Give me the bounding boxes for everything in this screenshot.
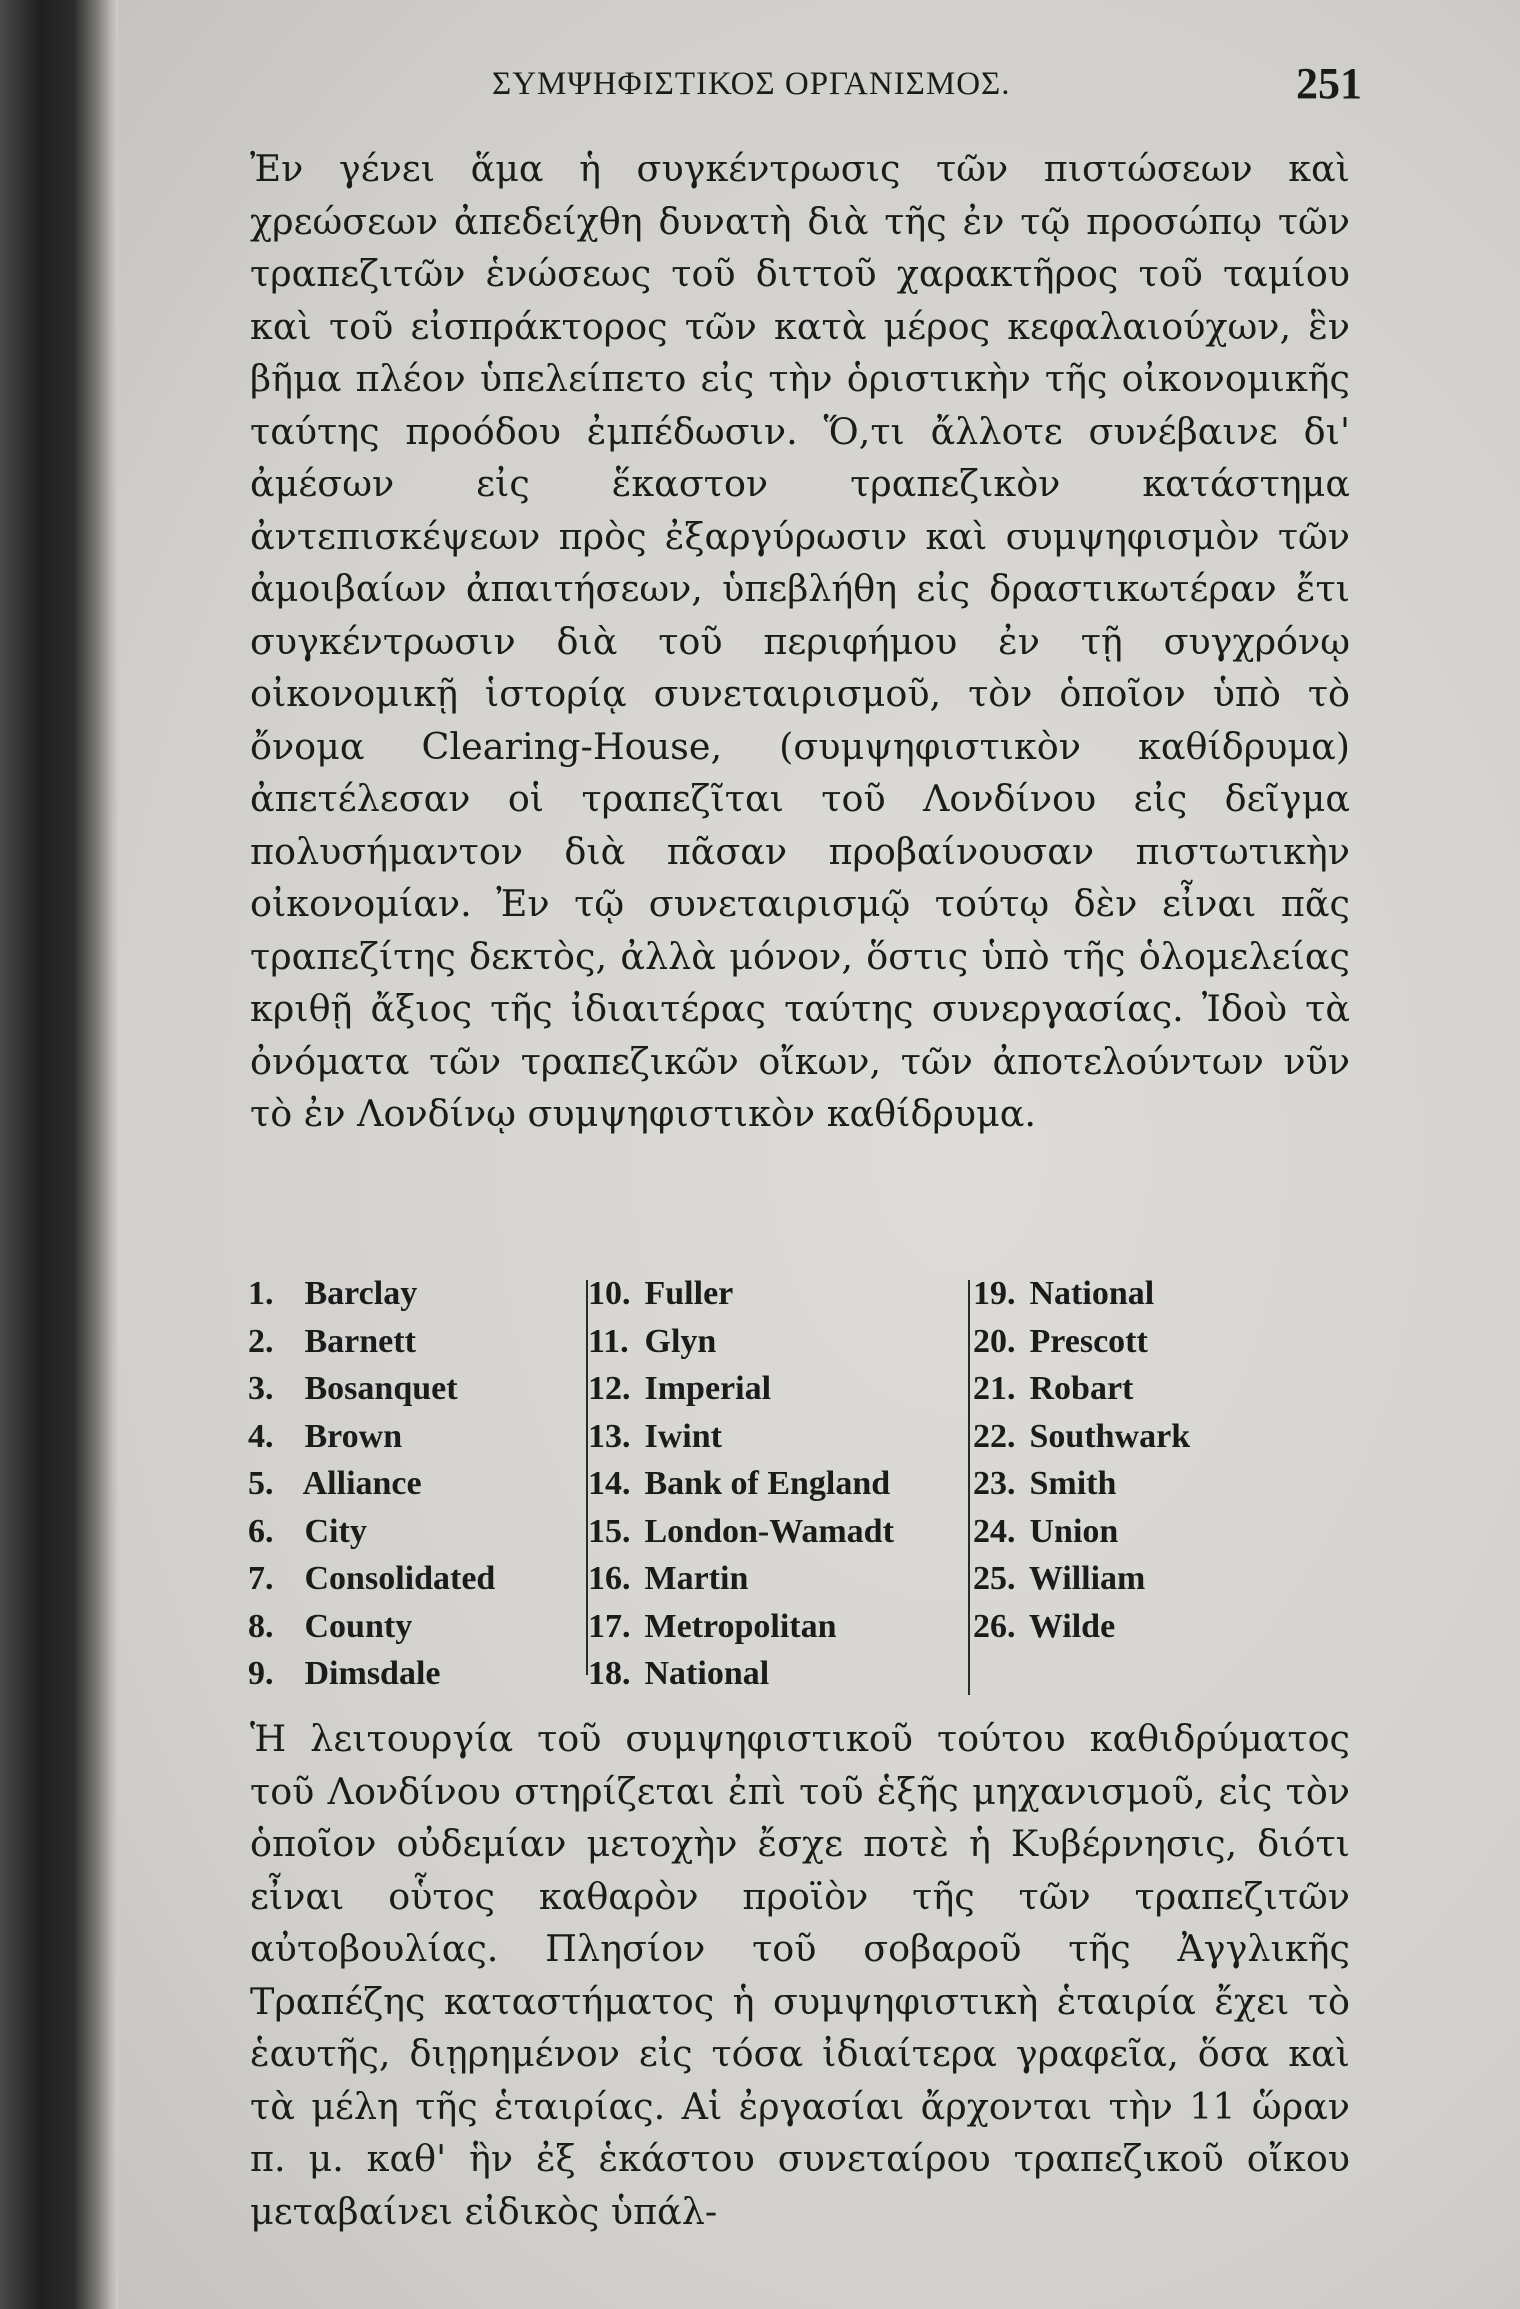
column-divider [968,1280,970,1695]
page-header [492,58,1362,118]
bank-number: 10. [588,1275,631,1312]
bank-item [973,1603,1190,1651]
bank-item [248,1318,495,1366]
bank-name: Bank of England [644,1465,891,1502]
bank-number: 19. [973,1275,1016,1312]
bank-name: Metropolitan [644,1607,837,1645]
bank-name: Brown [304,1417,403,1455]
bank-name: Smith [1029,1465,1117,1502]
bank-number: 15. [588,1512,631,1550]
paragraph-1: Ἐν γένει ἅμα ἡ συγκέντρωσις τῶν πιστώσεων καὶ χρεώσεων ἀπεδείχθη δυνατὴ διὰ τῆς ἐν τῷ προσώπῳ τῶν τραπεζιτῶν ἑνώσεως τοῦ διττοῦ χαρακτῆρος τοῦ ταμίου καὶ τοῦ εἰσπράκτορος τῶν κατὰ μέρος κεφαλαιούχων, ἓν βῆμα πλέον ὑπελείπετο εἰς τὴν ὁριστικὴν τῆς οἰκονομικῆς ταύτης προόδου ἐμπέδωσιν. Ὅ,τι ἄλλοτε συνέβαινε δι' ἀμέσων εἰς ἕκαστον τραπεζικὸν κατάστημα ἀντεπισκέψεων πρὸς ἐξαργύρωσιν καὶ συμψηφισμὸν τῶν ἀμοιβαίων ἀπαιτήσεων, ὑπεβλήθη εἰς δραστικωτέραν ἔτι συγκέντρωσιν διὰ τοῦ περιφήμου ἐν τῇ συγχρόνῳ οἰκονομικῇ ἱστορίᾳ συνεταιρισμοῦ, τὸν ὁποῖον ὑπὸ τὸ ὄνομα Clearing-House, (συμψηφιστικὸν καθίδρυμα) ἀπετέλεσαν οἱ τραπεζῖται τοῦ Λονδίνου εἰς δεῖγμα πολυσήμαντον διὰ πᾶσαν προβαίνουσαν πιστωτικὴν οἰκονομίαν. Ἐν τῷ συνεταιρισμῷ τούτῳ δὲν εἶναι πᾶς τραπεζίτης δεκτὸς, ἀλλὰ μόνον, ὅστις ὑπὸ τῆς ὁλομελείας κριθῇ ἄξιος τῆς ἰδιαιτέρας ταύτης συνεργασίας. Ἰδοὺ τὰ ὀνόματα τῶν τραπεζικῶν οἴκων, τῶν ἀποτελούντων νῦν τὸ ἐν Λονδίνῳ συμψηφιστικὸν καθίδρυμα. [250,147,1350,1135]
bank-item [588,1270,894,1318]
bank-item [973,1508,1190,1556]
bank-item [973,1413,1190,1461]
bank-item [973,1365,1190,1413]
bank-name: City [304,1512,367,1550]
bank-item [588,1555,894,1603]
bank-number: 12. [588,1370,631,1407]
bank-number: 23. [973,1465,1016,1502]
bank-item [973,1555,1190,1603]
bank-name: Glyn [644,1322,717,1360]
bank-item [248,1365,495,1413]
bank-item [588,1603,894,1651]
bank-name: Robart [1029,1370,1134,1407]
bank-item [248,1555,495,1603]
bank-number: 3. [248,1370,274,1407]
bank-name: London-Wamadt [644,1512,894,1550]
bank-name: William [1028,1560,1146,1597]
bank-number: 13. [588,1417,631,1455]
paragraph-2: Ἡ λειτουργία τοῦ συμψηφιστικοῦ τούτου καθιδρύματος τοῦ Λονδίνου στηρίζεται ἐπὶ τοῦ ἑξῆς μηχανισμοῦ, εἰς τὸν ὁποῖον οὐδεμίαν μετοχὴν ἔσχε ποτὲ ἡ Κυβέρνησις, διότι εἶναι οὗτος καθαρὸν προϊὸν τῆς τῶν τραπεζιτῶν αὐτοβουλίας. Πλησίον τοῦ σοβαροῦ τῆς Ἀγγλικῆς Τραπέζης καταστήματος ἡ συμψηφιστικὴ ἑταιρία ἔχει τὸ ἑαυτῆς, διῃρημένον εἰς τόσα ἰδιαίτερα γραφεῖα, ὅσα καὶ τὰ μέλη τῆς ἑταιρίας. Αἱ ἐργασίαι ἄρχονται τὴν 11 ὥραν π. μ. καθ' ἣν ἐξ ἑκάστου συνεταίρου τραπεζικοῦ οἴκου μεταβαίνει εἰδικὸς ὑπάλ- [250,1717,1350,2233]
bank-number: 14. [588,1465,631,1502]
bank-number: 18. [588,1655,631,1692]
bank-name: Barnett [304,1322,416,1360]
bank-name: Iwint [644,1417,722,1455]
bank-number: 21. [973,1370,1016,1407]
bank-number: 11. [588,1322,629,1360]
bank-item [588,1650,894,1698]
bank-item [588,1460,894,1508]
bank-item [973,1270,1190,1318]
bank-number: 22. [973,1417,1016,1455]
bank-number: 17. [588,1607,631,1645]
bank-item [588,1508,894,1556]
bank-item [248,1650,495,1698]
bank-name: Alliance [302,1465,422,1502]
bank-item [588,1413,894,1461]
bank-name: Prescott [1029,1322,1148,1360]
bank-item [973,1318,1190,1366]
bank-name: Fuller [644,1275,734,1312]
bank-number: 20. [973,1322,1016,1360]
bank-number: 16. [588,1560,631,1597]
bank-item [248,1508,495,1556]
bank-name: Bosanquet [304,1370,458,1407]
bank-number: 4. [248,1417,274,1455]
bank-name: National [1029,1275,1155,1312]
bank-number: 2. [248,1322,274,1360]
bank-list [248,1270,1248,1700]
page-number: 251 [1296,59,1362,108]
bank-number: 26. [973,1607,1016,1645]
bank-item [248,1413,495,1461]
bank-item [248,1460,495,1508]
book-gutter [0,0,118,2309]
bank-number: 5. [248,1465,274,1502]
bank-item [588,1365,894,1413]
running-title: ΣΥΜΨΗΦΙΣΤΙΚΟΣ ΟΡΓΑΝΙΣΜΟΣ. [492,66,1011,102]
bank-number: 25. [973,1560,1016,1597]
bank-name: Wilde [1028,1607,1116,1645]
bank-number: 1. [248,1275,274,1312]
bank-name: National [644,1655,770,1692]
bank-name: Martin [644,1560,749,1597]
bank-item [973,1460,1190,1508]
bank-number: 9. [248,1655,274,1692]
bank-item [248,1603,495,1651]
bank-number: 24. [973,1512,1016,1550]
bank-name: County [304,1607,413,1645]
bank-name: Imperial [644,1370,772,1407]
bank-name: Union [1029,1512,1119,1550]
bank-name: Southwark [1029,1417,1191,1455]
bank-name: Barclay [304,1275,418,1312]
bank-column-1 [248,1270,495,1698]
bank-name: Consolidated [304,1560,496,1597]
bank-item [588,1318,894,1366]
bank-name: Dimsdale [304,1655,441,1692]
bank-number: 6. [248,1512,274,1550]
bank-item [248,1270,495,1318]
bank-number: 8. [248,1607,274,1645]
bank-column-3 [973,1270,1190,1650]
bank-number: 7. [248,1560,274,1597]
bank-column-2 [588,1270,894,1698]
